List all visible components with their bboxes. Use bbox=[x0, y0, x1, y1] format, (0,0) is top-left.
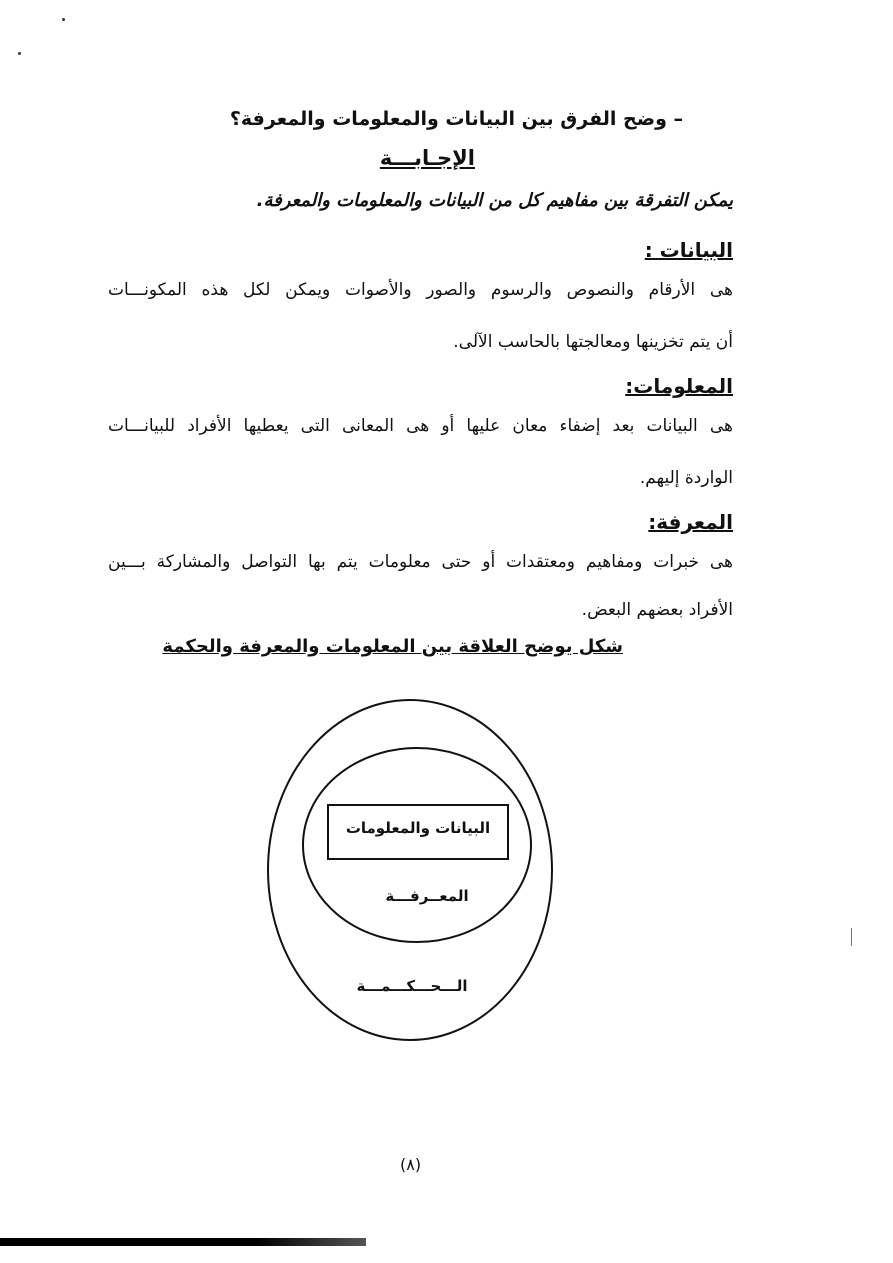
intro-sentence: يمكن التفرقة بين مفاهيم كل من البيانات والمعلومات والمعرفة. bbox=[256, 190, 733, 211]
knowledge-middle-ellipse bbox=[303, 748, 531, 942]
knowledge-definition-line-2: الأفراد بعضهم البعض. bbox=[581, 600, 733, 620]
term-information: المعلومات: bbox=[625, 374, 733, 398]
figure-title: شكل يوضح العلاقة بين المعلومات والمعرفة والحكمة bbox=[162, 636, 623, 657]
question-heading: – وضح الفرق بين البيانات والمعلومات والمعرفة؟ bbox=[229, 108, 683, 130]
answer-label: الإجـابـــة bbox=[379, 146, 475, 170]
data-definition-line-2: أن يتم تخزينها ومعالجتها بالحاسب الآلى. bbox=[453, 332, 733, 352]
information-definition-line-2: الواردة إليهم. bbox=[639, 468, 733, 488]
scan-speck bbox=[62, 18, 65, 21]
scan-speck bbox=[18, 52, 21, 55]
page-number: (٨) bbox=[400, 1155, 422, 1174]
term-knowledge: المعرفة: bbox=[648, 510, 733, 534]
middle-ring-label: المعــرفـــة bbox=[385, 887, 469, 905]
term-data: البيانات : bbox=[644, 238, 733, 262]
outer-ring-label: الـــحـــكـــمـــة bbox=[356, 977, 468, 995]
inner-box-label: البيانات والمعلومات bbox=[345, 819, 491, 837]
diagram-shapes bbox=[262, 695, 562, 1050]
scan-edge-bar bbox=[0, 1238, 366, 1246]
data-definition-line-1: هى الأرقام والنصوص والرسوم والصور والأصوات ويمكن لكل هذه المكونـــات bbox=[108, 280, 733, 300]
knowledge-definition-line-1: هى خبرات ومفاهيم ومعتقدات أو حتى معلومات يتم بها التواصل والمشاركة بـــين bbox=[108, 552, 733, 572]
information-definition-line-1: هى البيانات بعد إضفاء معان عليها أو هى المعانى التى يعطيها الأفراد للبيانـــات bbox=[108, 416, 733, 436]
relationship-diagram bbox=[262, 695, 562, 1050]
scan-edge-mark bbox=[851, 928, 852, 946]
